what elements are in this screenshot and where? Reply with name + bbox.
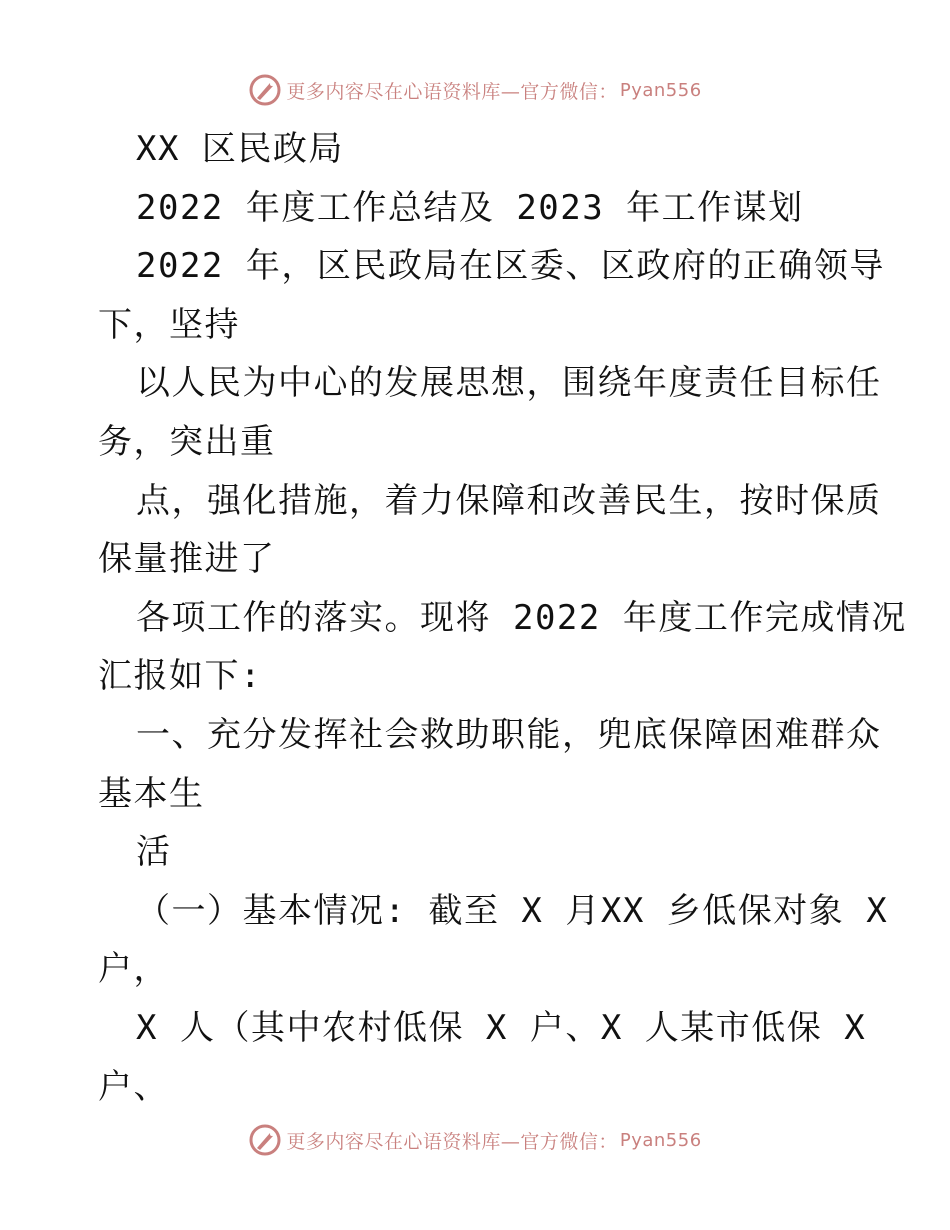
document-body [98,120,907,1116]
pen-circle-logo-icon [248,73,282,107]
document-line: 活 [136,832,172,873]
document-line: 户、 [98,1066,169,1107]
document-line: 以人民为中心的发展思想，围绕年度责任目标任 [136,363,882,404]
document-line: 下，坚持 [98,304,240,345]
footer-watermark [0,1120,950,1160]
watermark-handle: Pyan556 [619,79,702,101]
watermark-text: 更多内容尽在心语资料库—官方微信： [286,80,618,103]
document-line: 保量推进了 [98,539,276,580]
document-line: 汇报如下: [98,656,262,697]
document-line: X 人（其中农村低保 X 户、X 人某市低保 X [136,1007,867,1048]
watermark-handle: Pyan556 [619,1129,702,1151]
document-line: 2022 年度工作总结及 2023 年工作谋划 [136,187,804,228]
document-line: 各项工作的落实。现将 2022 年度工作完成情况 [136,597,907,638]
document-line: （一）基本情况: 截至 X 月XX 乡低保对象 X [136,890,889,931]
document-line: 一、充分发挥社会救助职能，兜底保障困难群众 [136,714,882,755]
document-line: XX 区民政局 [136,129,344,169]
document-line: 基本生 [98,773,205,814]
header-watermark [0,70,950,110]
document-line: 2022 年，区民政局在区委、区政府的正确领导 [136,246,885,287]
document-line: 务，突出重 [98,421,276,462]
pen-circle-logo-icon [248,1123,282,1157]
document-line: 户， [98,949,169,990]
watermark-text: 更多内容尽在心语资料库—官方微信： [286,1130,618,1153]
document-line: 点，强化措施，着力保障和改善民生，按时保质 [136,480,882,521]
